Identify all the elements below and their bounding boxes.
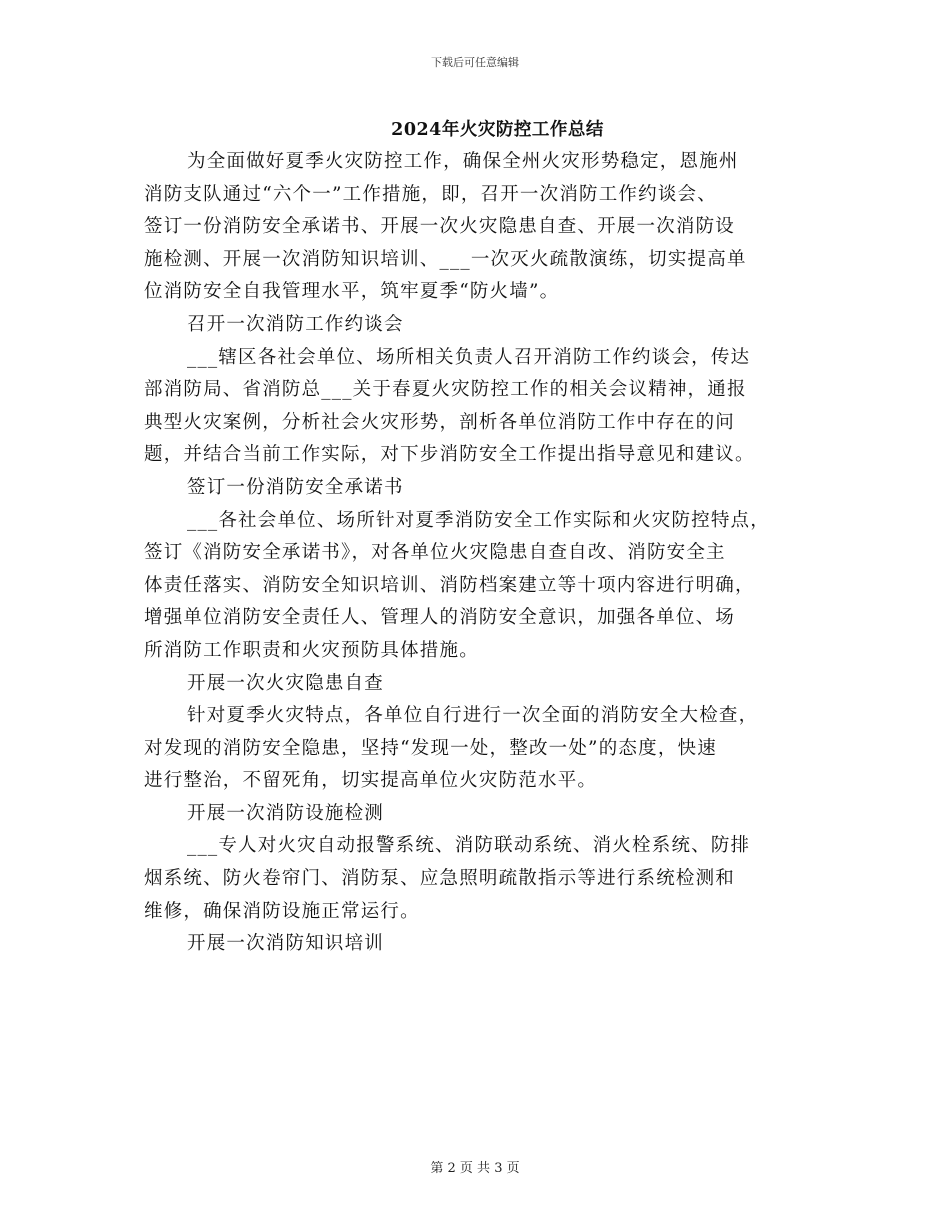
- paragraph-line: 所消防工作职责和火灾预防具体措施。: [144, 639, 479, 661]
- section-heading: 开展一次消防知识培训: [187, 933, 385, 955]
- document-body: [144, 146, 806, 961]
- paragraph-line: ___辖区各社会单位、场所相关负责人召开消防工作约谈会，传达: [187, 346, 751, 368]
- paragraph-line: 对发现的消防安全隐患，坚持“发现一处，整改一处”的态度，快速: [144, 737, 717, 759]
- paragraph-line: 体责任落实、消防安全知识培训、消防档案建立等十项内容进行明确，: [144, 574, 755, 596]
- paragraph-line: 部消防局、省消防总___关于春夏火灾防控工作的相关会议精神，通报: [144, 379, 747, 401]
- page-footer: 第 2 页 共 3 页: [430, 1161, 520, 1176]
- paragraph-line: 消防支队通过“六个一”工作措施，即，召开一次消防工作约谈会、: [144, 183, 717, 205]
- paragraph-line: 针对夏季火灾特点，各单位自行进行一次全面的消防安全大检查，: [187, 705, 759, 727]
- paragraph-line: 签订《消防安全承诺书》，对各单位火灾隐患自查自改、消防安全主: [144, 542, 726, 564]
- paragraph-line: 增强单位消防安全责任人、管理人的消防安全意识，加强各单位、场: [144, 607, 736, 629]
- paragraph-line: 维修，确保消防设施正常运行。: [144, 900, 420, 922]
- paragraph-line: 典型火灾案例，分析社会火灾形势，剖析各单位消防工作中存在的问: [144, 411, 736, 433]
- paragraph-line: 为全面做好夏季火灾防控工作，确保全州火灾形势稳定，恩施州: [187, 151, 739, 172]
- paragraph-line: ___各社会单位、场所针对夏季消防安全工作实际和火灾防控特点，: [187, 509, 770, 531]
- section-heading: 签订一份消防安全承诺书: [187, 476, 404, 498]
- document-title: 2024年火灾防控工作总结: [391, 120, 604, 140]
- section-heading: 开展一次消防设施检测: [187, 802, 385, 824]
- paragraph-line: 施检测、开展一次消防知识培训、___一次灭火疏散演练，切实提高单: [144, 248, 747, 270]
- section-heading: 开展一次火灾隐患自查: [187, 672, 385, 694]
- paragraph-line: 题，并结合当前工作实际，对下步消防安全工作提出指导意见和建议。: [144, 444, 755, 466]
- paragraph-line: 烟系统、防火卷帘门、消防泵、应急照明疏散指示等进行系统检测和: [144, 868, 736, 890]
- paragraph-line: 位消防安全自我管理水平，筑牢夏季“防火墙”。: [144, 281, 560, 303]
- paragraph-line: 进行整治，不留死角，切实提高单位火灾防范水平。: [144, 770, 598, 792]
- paragraph-line: ___专人对火灾自动报警系统、消防联动系统、消火栓系统、防排: [187, 835, 751, 857]
- page-header-note: 下载后可任意编辑: [431, 56, 519, 69]
- paragraph-line: 签订一份消防安全承诺书、开展一次火灾隐患自查、开展一次消防设: [144, 216, 736, 238]
- section-heading: 召开一次消防工作约谈会: [187, 313, 404, 335]
